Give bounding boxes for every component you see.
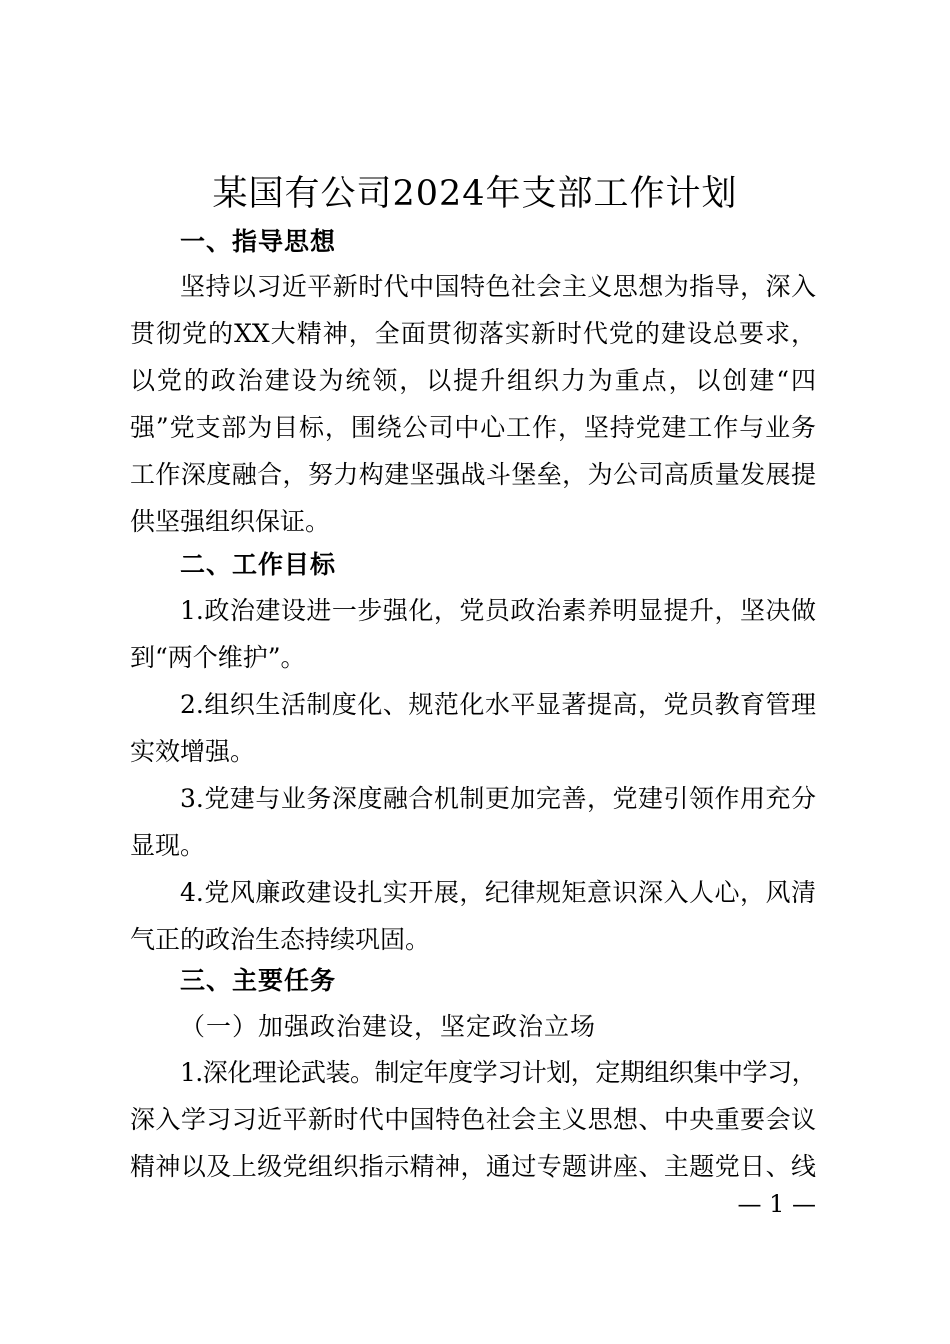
page-number: — 1 — [737,1190,816,1218]
document-title: 某国有公司2024年支部工作计划 [212,174,738,214]
goal-item-line: 3.党建与业务深度融合机制更加完善，党建引领作用充分 [180,784,816,813]
paragraph-line: 供坚强组织保证。 [130,507,331,536]
goal-item-line: 2.组织生活制度化、规范化水平显著提高，党员教育管理 [180,690,816,719]
paragraph-line: 以党的政治建设为统领，以提升组织力为重点，以创建“四 [130,366,816,395]
section-heading-work-goals: 二、工作目标 [180,550,337,579]
paragraph-line: 精神以及上级党组织指示精神，通过专题讲座、主题党日、线 [130,1152,816,1181]
section-heading-main-tasks: 三、主要任务 [180,966,337,995]
goal-item-line: 气正的政治生态持续巩固。 [130,925,431,954]
section-heading-guiding-ideology: 一、指导思想 [180,227,337,256]
paragraph-line: 工作深度融合，努力构建坚强战斗堡垒，为公司高质量发展提 [130,460,816,489]
paragraph-line: 深入学习习近平新时代中国特色社会主义思想、中央重要会议 [130,1105,816,1134]
subsection-heading: （一）加强政治建设，坚定政治立场 [180,1012,597,1041]
paragraph-line: 强”党支部为目标，围绕公司中心工作，坚持党建工作与业务 [130,413,816,442]
paragraph-line: 贯彻党的XX大精神，全面贯彻落实新时代党的建设总要求， [130,319,816,348]
goal-item-line: 显现。 [130,831,206,860]
paragraph-line: 坚持以习近平新时代中国特色社会主义思想为指导，深入 [180,272,816,301]
paragraph-line: 1.深化理论武装。制定年度学习计划，定期组织集中学习， [180,1058,816,1087]
goal-item-line: 1.政治建设进一步强化，党员政治素养明显提升，坚决做 [180,596,816,625]
goal-item-line: 实效增强。 [130,737,256,766]
goal-item-line: 4.党风廉政建设扎实开展，纪律规矩意识深入人心，风清 [180,878,816,907]
goal-item-line: 到“两个维护”。 [130,643,306,672]
